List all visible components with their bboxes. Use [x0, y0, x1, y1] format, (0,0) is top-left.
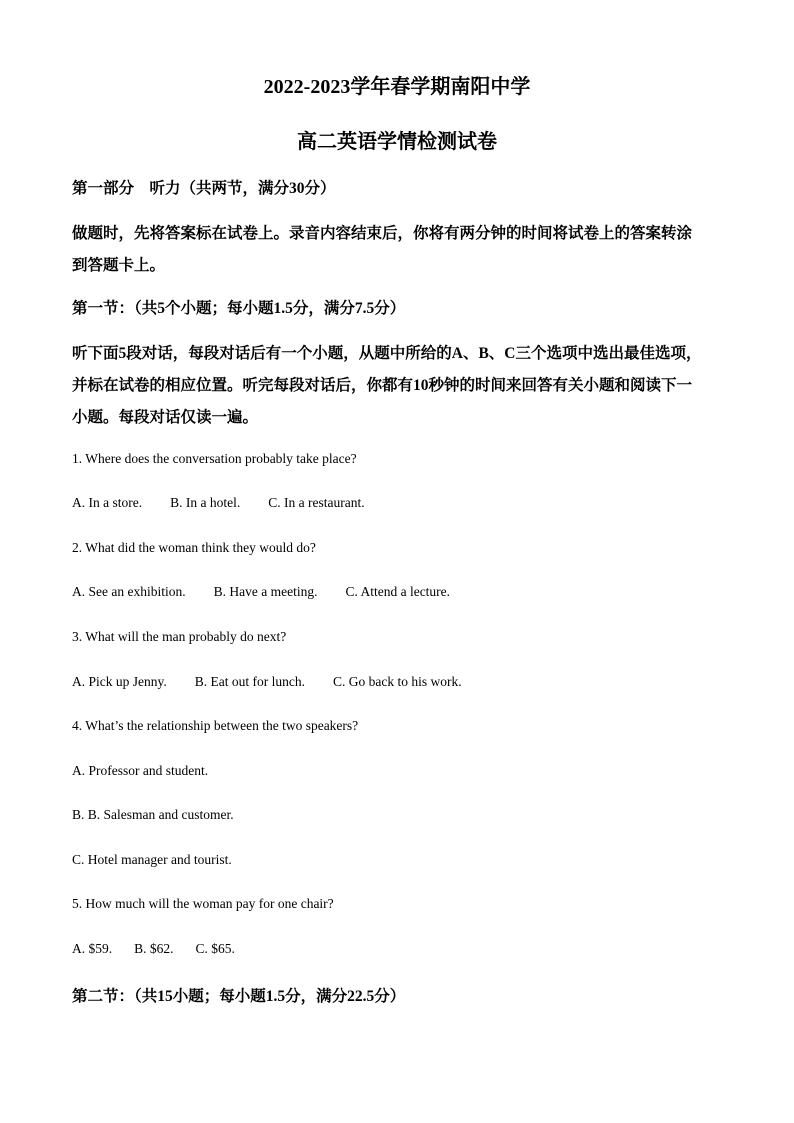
- section1-heading: 第一节：（共5个小题；每小题1.5分，满分7.5分）: [72, 300, 406, 317]
- question-4: 4. What’s the relationship between the two speakers?: [72, 718, 359, 733]
- option-a: A. Pick up Jenny.: [72, 674, 167, 689]
- option-a: A. In a store.: [72, 495, 143, 510]
- option-c: C. Go back to his work.: [332, 674, 462, 689]
- section1-instructions-line1: 听下面5段对话，每段对话后有一个小题，从题中所给的A、B、C三个选项中选出最佳选项，: [72, 345, 702, 362]
- option-c: C. Attend a lecture.: [345, 584, 451, 599]
- option-b: B. $62.: [134, 941, 174, 956]
- option-a: A. See an exhibition.: [72, 584, 186, 599]
- part1-heading: 第一部分 听力（共两节，满分30分）: [72, 180, 336, 197]
- section2-heading: 第二节：（共15小题；每小题1.5分，满分22.5分）: [72, 988, 406, 1005]
- exam-title: 2022-2023学年春学期南阳中学: [263, 76, 531, 98]
- exam-subtitle: 高二英语学情检测试卷: [297, 131, 497, 153]
- question-4-option-a: A. Professor and student.: [72, 763, 209, 778]
- option-b: B. In a hotel.: [170, 495, 241, 510]
- question-1: 1. Where does the conversation probably take place?: [72, 451, 357, 466]
- section1-instructions-line3: 小题。每段对话仅读一遍。: [72, 409, 259, 426]
- question-5-options: [72, 941, 263, 957]
- option-b: B. Have a meeting.: [213, 584, 318, 599]
- part1-instructions-line1: 做题时，先将答案标在试卷上。录音内容结束后，你将有两分钟的时间将试卷上的答案转涂: [72, 225, 693, 242]
- question-3: 3. What will the man probably do next?: [72, 629, 287, 644]
- part1-instructions-line2: 到答题卡上。: [72, 257, 166, 274]
- option-c: C. $65.: [195, 941, 235, 956]
- option-b: B. Eat out for lunch.: [194, 674, 305, 689]
- option-a: A. $59.: [72, 941, 113, 956]
- question-1-options: [72, 495, 393, 511]
- question-4-option-b: B. B. Salesman and customer.: [72, 807, 234, 822]
- section1-instructions-line2: 并标在试卷的相应位置。听完每段对话后，你都有10秒钟的时间来回答有关小题和阅读下一: [72, 377, 693, 394]
- question-5: 5. How much will the woman pay for one chair?: [72, 896, 334, 911]
- question-3-options: [72, 674, 490, 690]
- question-2-options: [72, 584, 478, 600]
- question-2: 2. What did the woman think they would do?: [72, 540, 316, 555]
- question-4-option-c: C. Hotel manager and tourist.: [72, 852, 232, 867]
- option-c: C. In a restaurant.: [268, 495, 365, 510]
